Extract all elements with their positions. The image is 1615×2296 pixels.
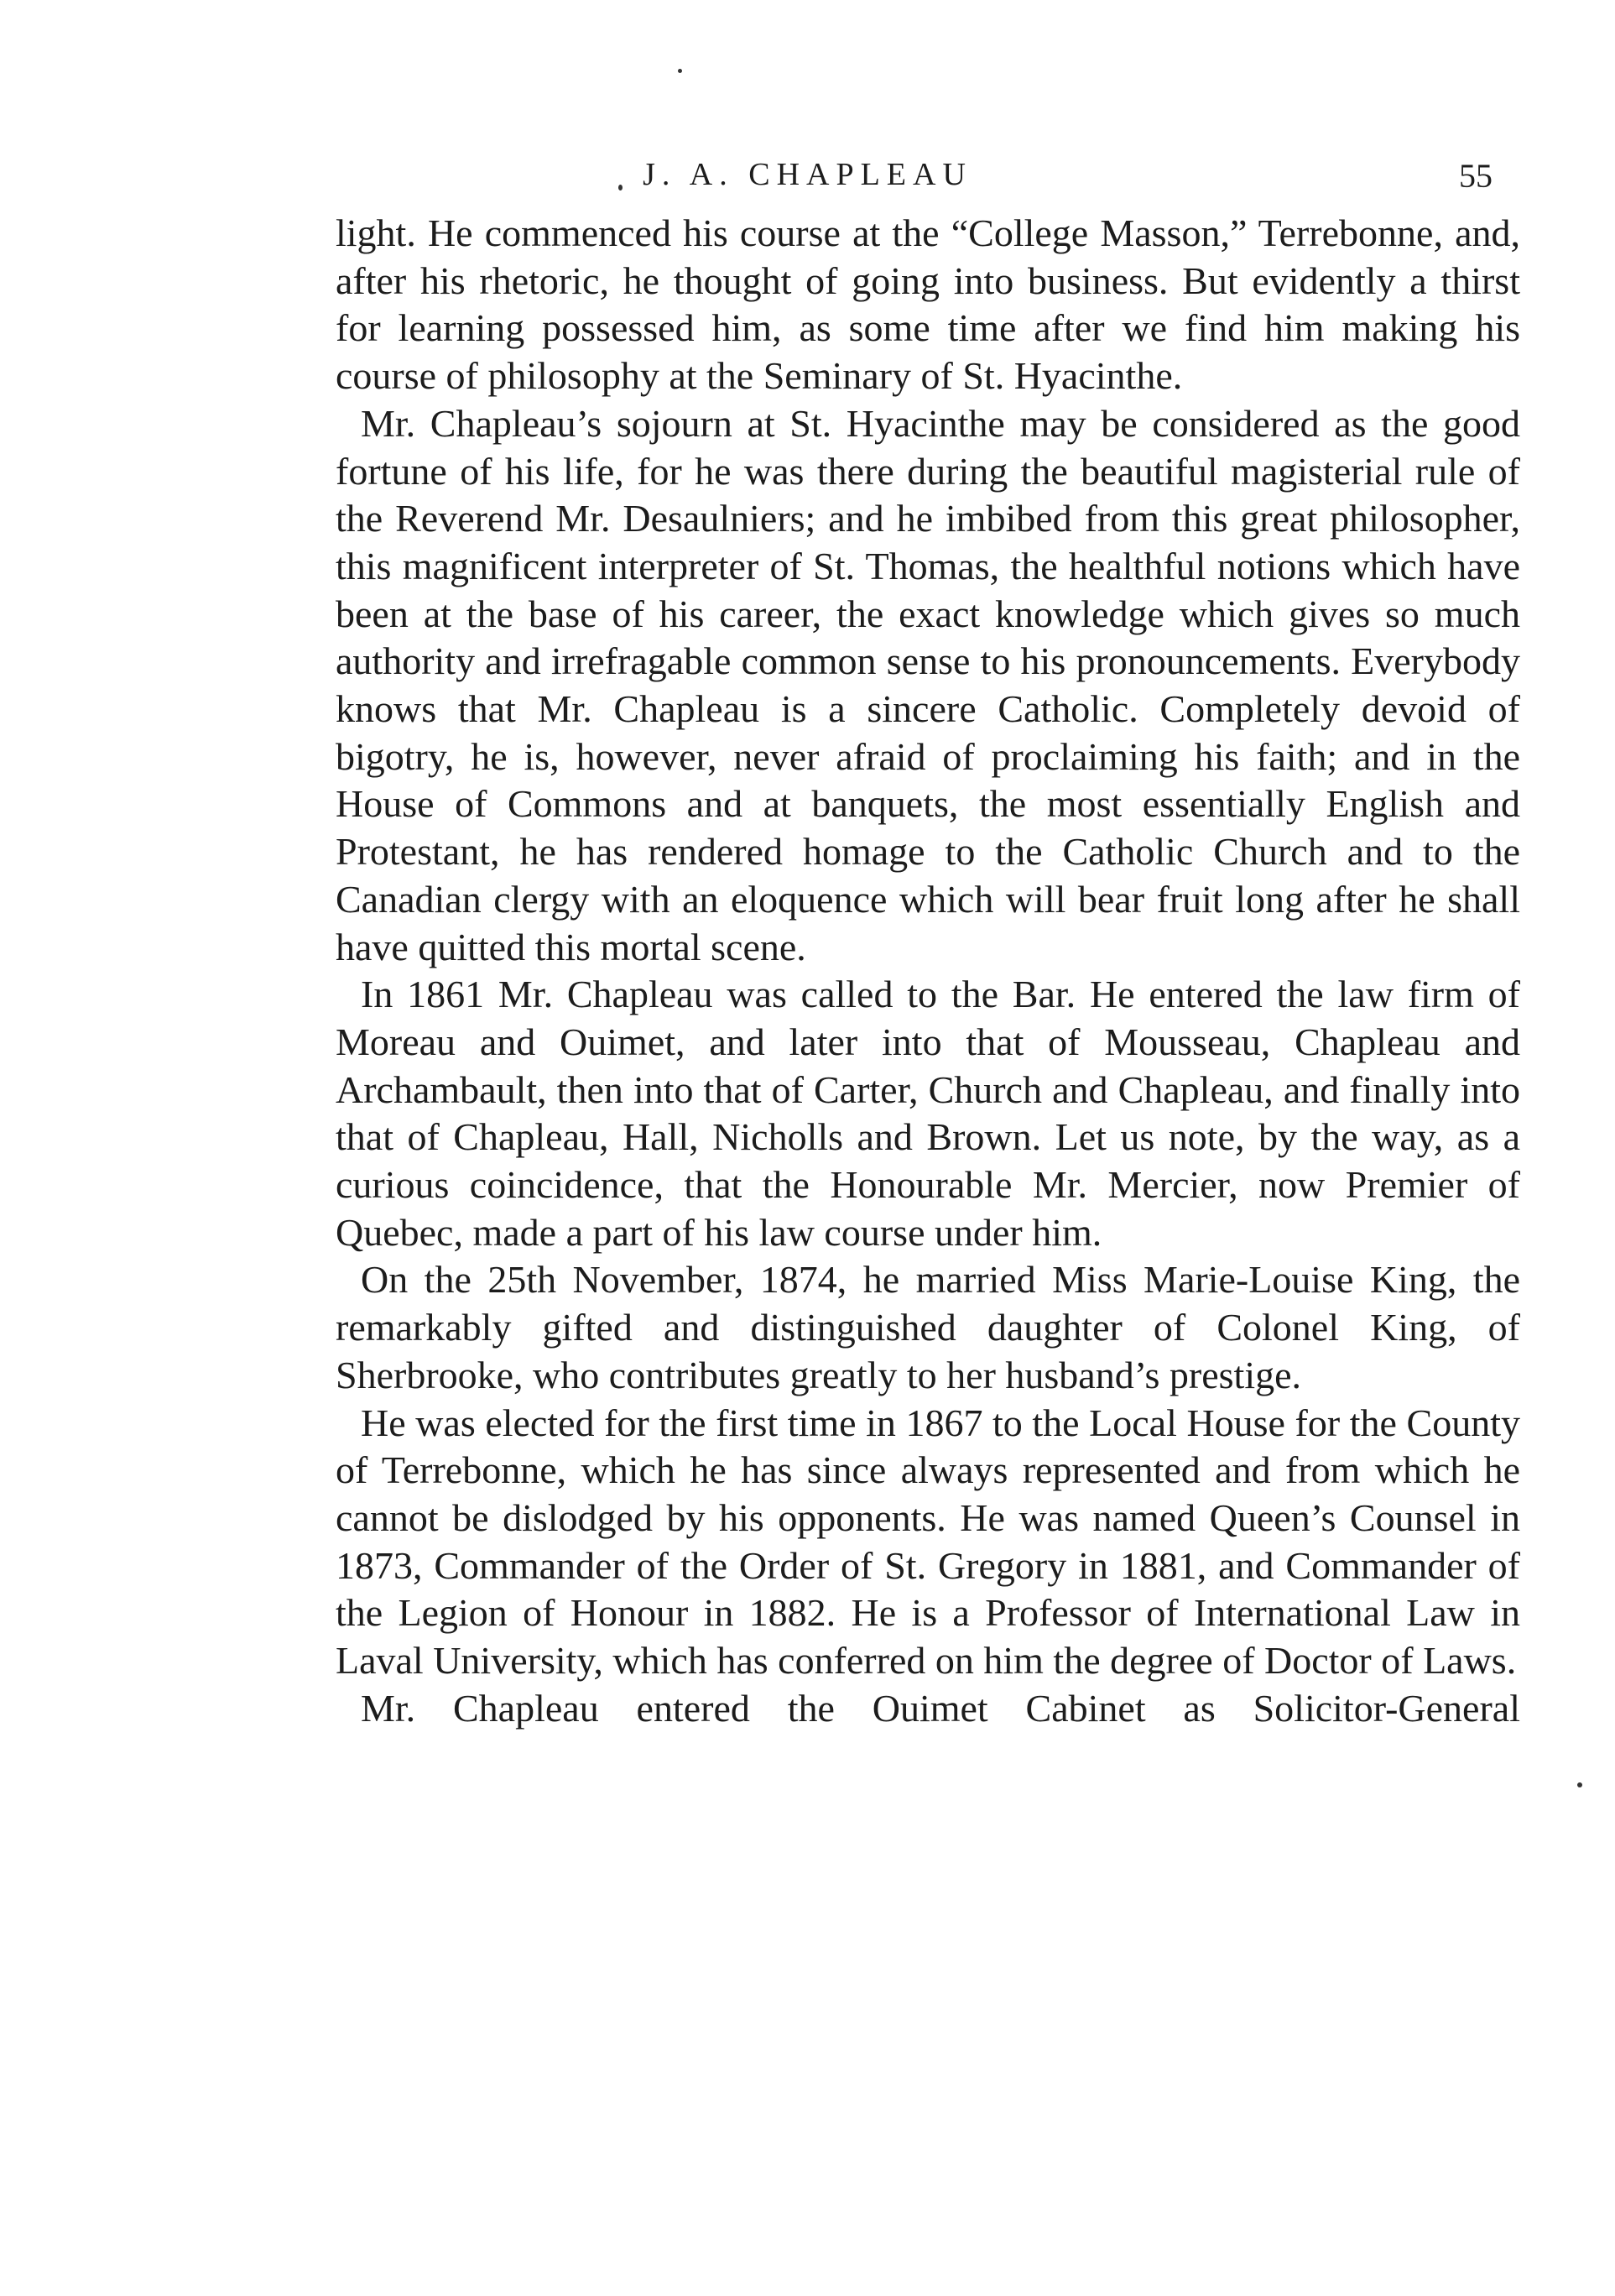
paragraph-continuation: light. He commenced his course at the “College Masson,” Terrebonne, and, after his rhetoric, he thought of going into business. But evidently a thirst for learning possessed him, as some time after we find him making his course of philosophy at the Seminary of St. Hyacinthe. <box>336 211 1520 398</box>
paragraph-marriage: On the 25th November, 1874, he married Miss Marie-Louise King, the remarkably gifted and distinguished daughter of Colonel King, of Sherbrooke, who contributes greatly to her husband’s prestige. <box>336 1258 1520 1396</box>
ink-speck-top <box>678 69 682 73</box>
body-text <box>336 210 1520 1733</box>
paragraph-election: He was elected for the first time in 1867 to the Local House for the County of Terrebonne, which he has since always represented and from which he cannot be dislodged by his opponents. He was named Queen’s Counsel in 1873, Commander of the Order of St. Gregory in 1881, and Commander of the Legion of Honour in 1882. He is a Professor of International Law in Laval University, which has conferred on him the degree of Doctor of Laws. <box>336 1401 1520 1683</box>
page-number: 55 <box>1459 157 1493 195</box>
running-title: J. A. CHAPLEAU <box>643 157 972 192</box>
ink-speck-margin <box>1577 1782 1582 1787</box>
paragraph-cabinet: Mr. Chapleau entered the Ouimet Cabinet as Solicitor-General <box>361 1686 1520 1730</box>
paragraph-st-hyacinthe: Mr. Chapleau’s sojourn at St. Hyacinthe may be considered as the good fortune of his life, for he was there during the beautiful magisterial rule of the Reverend Mr. Desaulniers; and he imbibed from this great philosopher, this magnificent interpreter of St. Thomas, the healthful notions which have been at the base of his career, the exact knowledge which gives so much authority and irrefragable common sense to his pronouncements. Everybody knows that Mr. Chapleau is a sincere Catholic. Completely devoid of bigotry, he is, however, never afraid of proclaiming his faith; and in the House of Commons and at banquets, the most essentially English and Protestant, he has rendered homage to the Catholic Church and to the Canadian clergy with an eloquence which will bear fruit long after he shall have quitted this mortal scene. <box>336 401 1520 968</box>
paragraph-bar: In 1861 Mr. Chapleau was called to the Bar. He entered the law firm of Moreau and Ouimet, and later into that of Mousseau, Chapleau and Archambault, then into that of Carter, Church and Chapleau, and finally into that of Chapleau, Hall, Nicholls and Brown. Let us note, by the way, as a curious coincidence, that the Honourable Mr. Mercier, now Premier of Quebec, made a part of his law course under him. <box>336 973 1520 1254</box>
running-head <box>0 148 1615 206</box>
